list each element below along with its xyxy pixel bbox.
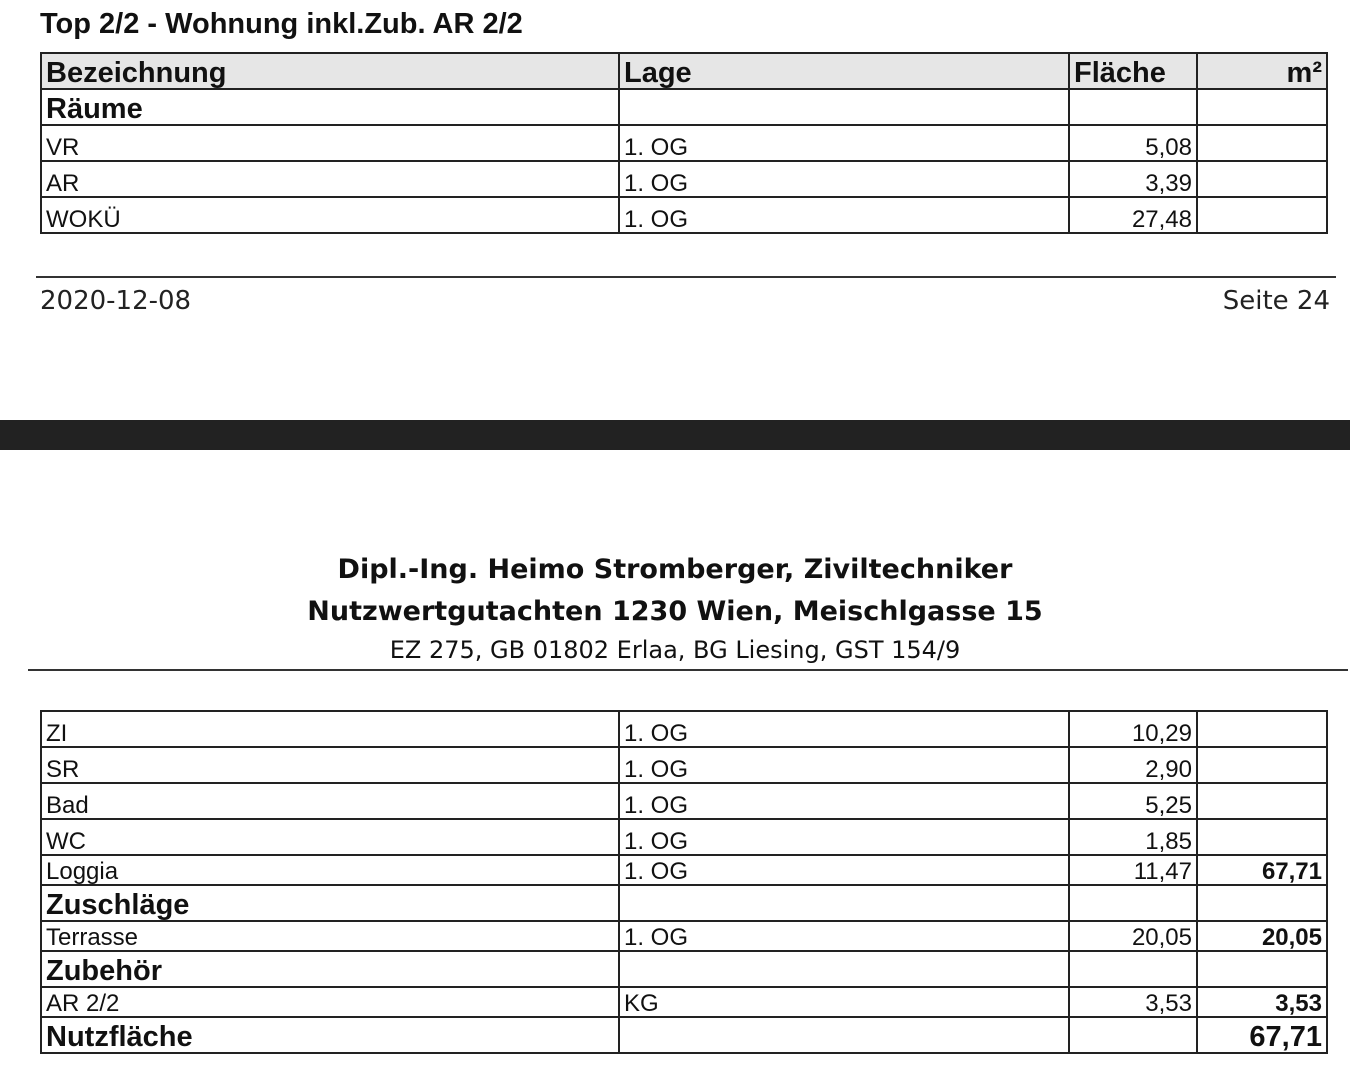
cell-lage: 1. OG [619, 711, 1069, 747]
cell-lage: 1. OG [619, 747, 1069, 783]
section-row-raeume [41, 89, 1327, 125]
section-label: Zubehör [41, 951, 619, 987]
cell-flaeche: 5,08 [1069, 125, 1197, 161]
table-row [41, 921, 1327, 951]
table-row [41, 711, 1327, 747]
cell-flaeche: 27,48 [1069, 197, 1197, 233]
area-table-page2 [40, 710, 1328, 1054]
header-divider [28, 669, 1348, 671]
cell-m2-subtotal: 3,53 [1197, 987, 1327, 1017]
page-break-bar [0, 420, 1350, 450]
col-header-flaeche: Fläche [1069, 53, 1197, 89]
empty-cell [1069, 885, 1197, 921]
cell-flaeche: 10,29 [1069, 711, 1197, 747]
cell-lage: KG [619, 987, 1069, 1017]
footer-divider [36, 276, 1336, 278]
letterhead-name: Dipl.-Ing. Heimo Stromberger, Ziviltechniker [337, 554, 1013, 585]
cell-flaeche: 3,53 [1069, 987, 1197, 1017]
cell-m2 [1197, 161, 1327, 197]
cell-lage: 1. OG [619, 921, 1069, 951]
empty-cell [619, 89, 1069, 125]
cell-lage: 1. OG [619, 125, 1069, 161]
table-header-row [41, 53, 1327, 89]
cell-lage: 1. OG [619, 819, 1069, 855]
empty-cell [619, 885, 1069, 921]
cell-name: AR [41, 161, 619, 197]
cell-flaeche: 2,90 [1069, 747, 1197, 783]
table-row [41, 855, 1327, 885]
cell-m2 [1197, 747, 1327, 783]
col-header-lage: Lage [619, 53, 1069, 89]
col-header-m2: m² [1197, 53, 1327, 89]
cell-name: SR [41, 747, 619, 783]
cell-name: Terrasse [41, 921, 619, 951]
cell-lage: 1. OG [619, 783, 1069, 819]
empty-cell [1069, 1017, 1197, 1053]
empty-cell [1197, 885, 1327, 921]
empty-cell [1069, 951, 1197, 987]
table-row [41, 783, 1327, 819]
cell-name: Bad [41, 783, 619, 819]
empty-cell [1197, 951, 1327, 987]
empty-cell [1069, 89, 1197, 125]
cell-m2 [1197, 197, 1327, 233]
cell-m2 [1197, 783, 1327, 819]
cell-flaeche: 20,05 [1069, 921, 1197, 951]
cell-m2-subtotal: 20,05 [1197, 921, 1327, 951]
cell-name: WC [41, 819, 619, 855]
cell-flaeche: 11,47 [1069, 855, 1197, 885]
total-label: Nutzfläche [41, 1017, 619, 1053]
cell-m2 [1197, 125, 1327, 161]
section-row-zubehoer [41, 951, 1327, 987]
section-label: Räume [41, 89, 619, 125]
empty-cell [619, 1017, 1069, 1053]
cell-flaeche: 1,85 [1069, 819, 1197, 855]
cell-m2-subtotal: 67,71 [1197, 855, 1327, 885]
table-row [41, 197, 1327, 233]
col-header-bezeichnung: Bezeichnung [41, 53, 619, 89]
cell-name: Loggia [41, 855, 619, 885]
cell-m2 [1197, 711, 1327, 747]
empty-cell [619, 951, 1069, 987]
cell-m2 [1197, 819, 1327, 855]
table-row [41, 125, 1327, 161]
area-table-page1 [40, 52, 1328, 234]
footer-date: 2020-12-08 [40, 286, 192, 316]
empty-cell [1197, 89, 1327, 125]
footer-page-number: Seite 24 [1222, 286, 1330, 316]
cell-name: WOKÜ [41, 197, 619, 233]
cell-lage: 1. OG [619, 161, 1069, 197]
cell-flaeche: 3,39 [1069, 161, 1197, 197]
total-row [41, 1017, 1327, 1053]
cell-lage: 1. OG [619, 855, 1069, 885]
document-title: Top 2/2 - Wohnung inkl.Zub. AR 2/2 [40, 8, 523, 40]
letterhead-subject: Nutzwertgutachten 1230 Wien, Meischlgasse 15 [307, 596, 1043, 627]
cell-name: VR [41, 125, 619, 161]
total-value: 67,71 [1197, 1017, 1327, 1053]
section-row-zuschlaege [41, 885, 1327, 921]
cell-name: ZI [41, 711, 619, 747]
cell-name: AR 2/2 [41, 987, 619, 1017]
cell-lage: 1. OG [619, 197, 1069, 233]
table-row [41, 987, 1327, 1017]
letterhead-parcel: EZ 275, GB 01802 Erlaa, BG Liesing, GST 154/9 [389, 636, 961, 664]
cell-flaeche: 5,25 [1069, 783, 1197, 819]
table-row [41, 747, 1327, 783]
section-label: Zuschläge [41, 885, 619, 921]
table-row [41, 819, 1327, 855]
table-row [41, 161, 1327, 197]
